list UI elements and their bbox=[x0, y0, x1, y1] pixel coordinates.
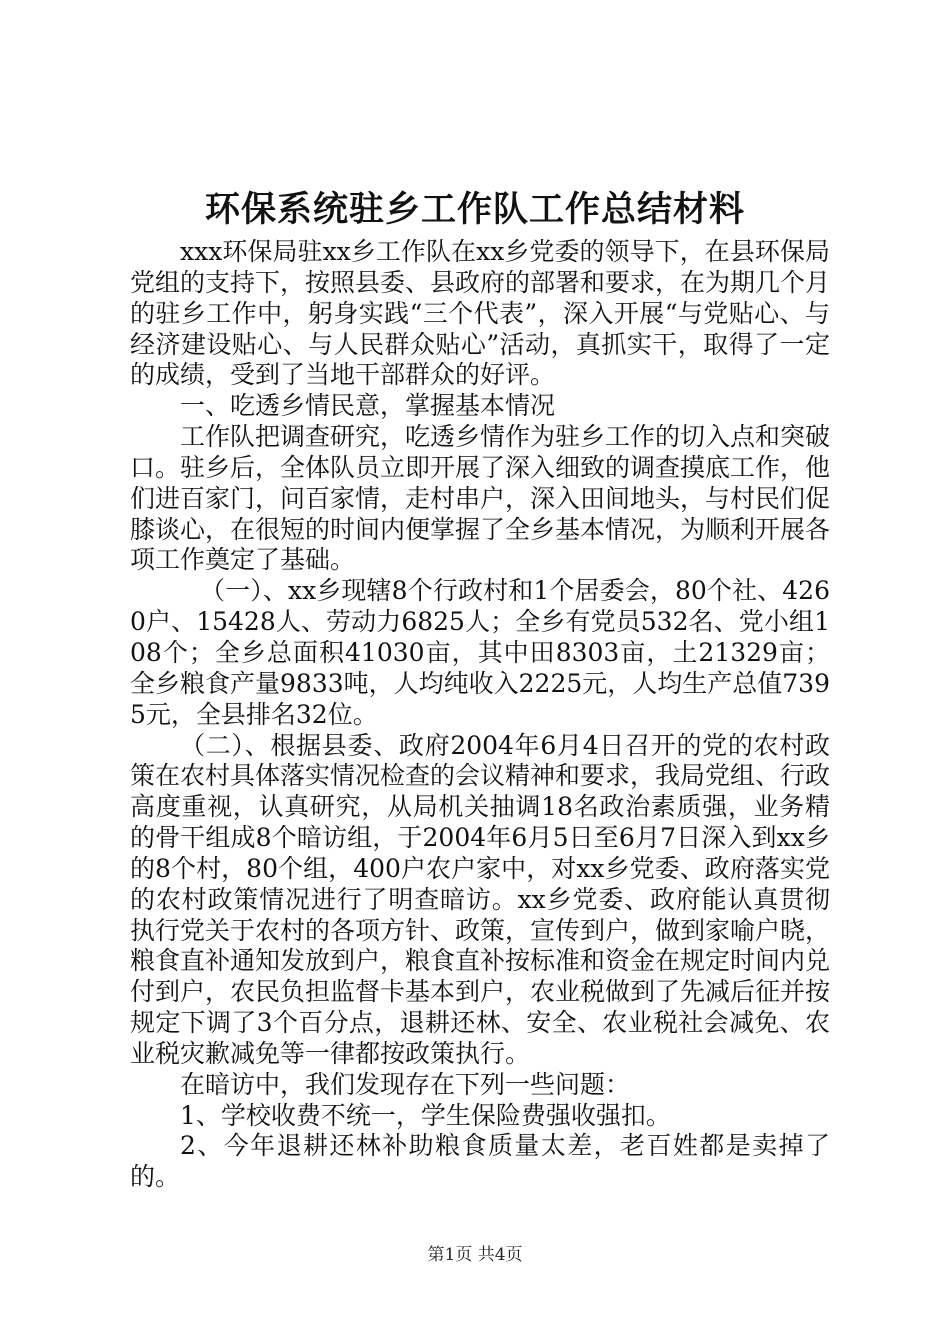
issue-item-1: 1、学校收费不统一，学生保险费强收强扣。 bbox=[180, 1100, 671, 1130]
inspection-paragraph: （二）、根据县委、政府2004年6月4日召开的党的农村政策在农村具体落实情况检查的会议精神和要求，我局党组、行政高度重视，认真研究，从局机关抽调18名政治素质强，业务精的骨干组成8个暗访组，于2004年6月5日至6月7日深入到xx乡的8个村，80个组，400户农户家中，对xx乡党委、政府落实党的农村政策情况进行了明查暗访。xx乡党委、政府能认真贯彻执行党关于农村的各项方针、政策，宣传到户，做到家喻户晓，粮食直补通知发放到户，粮食直补按标准和资金在规定时间内兑付到户，农民负担监督卡基本到户，农业税做到了先减后征并按规定下调了3个百分点，退耕还林、安全、农业税社会减免、农业税灾歉减免等一律都按政策执行。 bbox=[130, 730, 831, 1068]
document-body bbox=[130, 237, 830, 1193]
page-number-footer: 第1页 共4页 bbox=[427, 1245, 523, 1265]
intro-paragraph: xxx环保局驻xx乡工作队在xx乡党委的领导下，在县环保局党组的支持下，按照县委、县政府的部署和要求，在为期几个月的驻乡工作中，躬身实践“三个代表”，深入开展“与党贴心、与经济建设贴心、与人民群众贴心”活动，真抓实干，取得了一定的成绩，受到了当地干部群众的好评。 bbox=[130, 237, 831, 390]
research-paragraph: 工作队把调查研究，吃透乡情作为驻乡工作的切入点和突破口。驻乡后，全体队员立即开展了深入细致的调查摸底工作，他们进百家门，问百家情，走村串户，深入田间地头，与村民们促膝谈心，在很短的时间内便掌握了全乡基本情况，为顺利开展各项工作奠定了基础。 bbox=[130, 422, 831, 575]
document-title: 环保系统驻乡工作队工作总结材料 bbox=[204, 189, 745, 230]
issue-item-2: 2、今年退耕还林补助粮食质量太差，老百姓都是卖掉了的。 bbox=[130, 1131, 830, 1192]
section-heading-1: 一、吃透乡情民意，掌握基本情况 bbox=[180, 391, 556, 421]
basic-facts-paragraph: （一）、xx乡现辖8个行政村和1个居委会，80个社、4260户、15428人、劳动力6825人；全乡有党员532名、党小组108个；全乡总面积41030亩，其中田8303亩，土21329亩；全乡粮食产量9833吨，人均纯收入2225元，人均生产总值7395元，全县排名32位。 bbox=[130, 576, 830, 729]
issues-intro-paragraph: 在暗访中，我们发现存在下列一些问题： bbox=[180, 1069, 631, 1099]
